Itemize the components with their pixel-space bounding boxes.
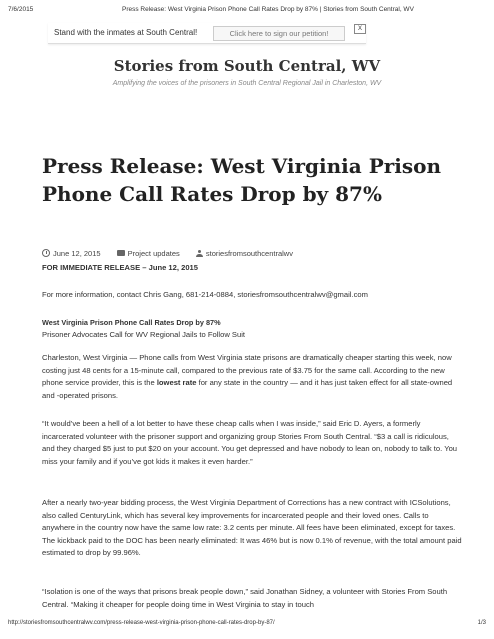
- print-header: [8, 6, 486, 18]
- post-title: Press Release: West Virginia Prison Phone Call Rates Drop by 87%: [42, 154, 442, 206]
- paragraph-4: “Isolation is one of the ways that prisons break people down,” said Jonathan Sidney, a volunteer with Stories From South Central. “Making it cheaper for people doing time in West Virginia to stay in touch: [42, 587, 448, 609]
- post-meta: [42, 249, 307, 258]
- user-icon: [196, 250, 203, 257]
- post-date[interactable]: June 12, 2015: [53, 249, 101, 258]
- press-headline: West Virginia Prison Phone Call Rates Drop by 87%: [42, 318, 221, 327]
- print-footer: [8, 620, 486, 630]
- print-page-title: Press Release: West Virginia Prison Phone Call Rates Drop by 87% | Stories from South Central, WV: [122, 6, 414, 13]
- sign-petition-button[interactable]: Click here to sign our petition!: [213, 26, 345, 41]
- press-subheadline: Prisoner Advocates Call for WV Regional Jails to Follow Suit: [42, 330, 246, 339]
- paragraph-3: After a nearly two-year bidding process, the West Virginia Department of Corrections has a new contract with ICSolutions, also called CenturyLink, which has several key improvements for incarcerated people and their loved ones. Calls to anywhere in the country now have the same low rate: 3.2 cents per minute. All fees have been eliminated, except for taxes. The kickback paid to the DOC has been nearly eliminated: It was 46% but is now 0.1% of revenue, with the total amount paid estimated to drop by 99.96%.: [42, 498, 462, 557]
- folder-icon: [117, 250, 125, 256]
- banner-text: Stand with the inmates at South Central!: [54, 28, 198, 37]
- petition-banner: [48, 23, 366, 44]
- paragraph-1-start: Charleston, West Virginia — Phone calls from West Virginia state prisons are dramatically cheaper starting this week, now costing just 48 cents for a 15-minute call, compared to the previous rate of $3.75 for the same call. According to the new phone service provider, this is the: [42, 353, 452, 387]
- paragraph-1-end: for any state in the country — and it has just taken effect for all state-owned and -operated prisons.: [42, 378, 453, 400]
- print-date: 7/6/2015: [8, 6, 34, 13]
- post-author-item[interactable]: [196, 249, 293, 258]
- paragraph-1: [42, 352, 462, 402]
- paragraph-2: “It would’ve been a hell of a lot better to have these cheap calls when I was inside,” said Eric D. Ayers, a formerly incarcerated volunteer with the prisoner support and organizing group Stories From South Central. “$3 a call is ridiculous, and they charged $5 just to put $20 on your account. You get depressed and have nobody to lean on, nobody to talk to. You miss your family and if you’ve got kids it makes it even harder.”: [42, 419, 458, 466]
- lowest-rate-emphasis: lowest rate: [156, 378, 197, 387]
- post-category[interactable]: Project updates: [127, 249, 180, 258]
- post-date-item[interactable]: [42, 249, 103, 258]
- post-author[interactable]: storiesfromsouthcentralwv: [205, 249, 293, 258]
- site-title[interactable]: Stories from South Central, WV: [113, 57, 381, 75]
- post-category-item[interactable]: [117, 249, 182, 258]
- print-page-number: 1/3: [477, 620, 486, 626]
- site-tagline: Amplifying the voices of the prisoners in South Central Regional Jail in Charleston, WV: [112, 80, 382, 87]
- release-line: FOR IMMEDIATE RELEASE – June 12, 2015: [42, 263, 198, 272]
- clock-icon: [42, 249, 50, 257]
- close-icon[interactable]: X: [354, 24, 366, 34]
- print-url: http://storiesfromsouthcentralwv.com/press-release-west-virginia-prison-phone-call-rates-drop-by-87/: [8, 620, 275, 626]
- contact-line: For more information, contact Chris Gang, 681-214-0884, storiesfromsouthcentralwv@gmail.com: [42, 290, 368, 299]
